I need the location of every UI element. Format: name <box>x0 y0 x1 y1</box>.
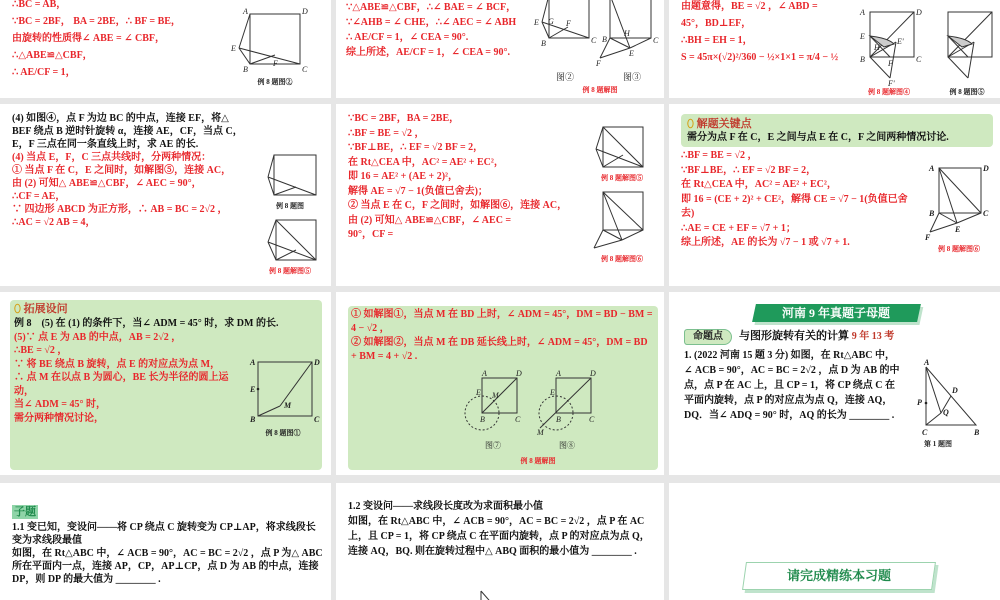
text-line: ∵BC = 2BF，BA = 2BE， <box>348 113 460 124</box>
text-line: ∴AE = CE + EF = √7 + 1； <box>681 222 796 234</box>
slide-1 <box>0 0 331 98</box>
slide-12 <box>669 483 1000 600</box>
slide-5 <box>336 104 664 286</box>
slide-8 <box>336 292 664 475</box>
text-line: ∴ 点 M 在以点 B 为圆心，BE 长为半径的圆上运动， <box>14 372 229 397</box>
svg-text:E: E <box>955 225 961 234</box>
svg-text:G: G <box>548 17 554 26</box>
text-line: 由 (2) 可知△ ABE≌△CBF，∠ AEC = <box>348 214 512 226</box>
svg-text:D: D <box>516 369 522 378</box>
extension-box <box>10 300 322 470</box>
text-line: ∴BE = √2 ， <box>14 345 68 356</box>
question-text: 例 8 (5) 在 (1) 的条件下，当∠ ADM = 45° 时，求 DM 的长. <box>14 318 279 329</box>
text-line: 即 16 = (CE + 2)² + CE²，解得 CE = √7 − 1(负值已舍去) <box>681 193 908 219</box>
text-line: ∴AC = √2 AB = 4， <box>12 217 96 228</box>
svg-text:F: F <box>888 59 893 68</box>
text-line: 如图，在 Rt△ABC 中，∠ ACB = 90°，AC = BC = 2√2 ，点 P 在 AC 上，且 CP = 1，将 CP 绕点 C 在平面内旋转，点 P 的对应点为点 Q，连接 AQ，BQ. 则在旋转过程中△ ABQ 面积的最小值为 ________ . <box>348 516 650 557</box>
svg-text:H: H <box>874 43 880 52</box>
svg-text:D: D <box>302 7 308 16</box>
square-figure <box>231 7 315 78</box>
svg-text:B: B <box>974 428 980 437</box>
slide-6 <box>669 104 1000 286</box>
solution-text <box>681 114 993 254</box>
solution-text <box>12 0 227 81</box>
section-banner: 河南 9 年真题子母题 <box>752 304 921 322</box>
topic-heading: 与图形旋转有关的计算 9 年 13 考 <box>739 330 895 342</box>
svg-text:F: F <box>273 59 278 68</box>
figure-5 <box>944 12 994 77</box>
practice-button[interactable]: 请完成精练本习题 <box>742 562 936 590</box>
figure-caption: 例 8 题图② <box>257 78 293 86</box>
figure-4 <box>860 8 922 88</box>
svg-text:H: H <box>624 29 630 38</box>
text-line: 1.2 变设问——求线段长度改为求面积最小值 <box>348 501 543 512</box>
figure-7 <box>476 369 522 438</box>
square-figure <box>250 357 320 424</box>
tag-icon: ⬯ <box>14 303 24 315</box>
figure-solution-5 <box>598 127 648 169</box>
text-line: 1.1 变已知，变设问——将 CP 绕点 C 旋转变为 CP⊥AP，将求线段长变为求线段最值 <box>12 522 316 546</box>
text-line: 由旋转的性质得∠ ABE = ∠ CBF， <box>12 33 166 44</box>
text-line: 由题意得，BE = √2 ，∠ ABD = <box>681 1 818 12</box>
figure-caption-8: 图⑧ <box>559 441 575 450</box>
solution-text <box>346 0 526 60</box>
figure-caption: 例 8 题解图⑤ <box>269 267 311 275</box>
figure-2 <box>536 0 596 50</box>
svg-text:E: E <box>629 49 634 58</box>
svg-text:E: E <box>534 18 539 27</box>
question-text <box>348 499 656 559</box>
figure-caption: 例 8 题解图⑥ <box>601 255 643 263</box>
text-line: ∵ 将 BE 绕点 B 旋转，点 E 的对应点为点 M， <box>14 358 221 370</box>
figure-caption-4: 例 8 题解图④ <box>868 88 910 96</box>
text-line: ∵△ABE≌△CBF，∴∠ BAE = ∠ BCF， <box>346 2 517 13</box>
text-line: ∴BF = BE = √2 ， <box>681 150 758 161</box>
slide-10 <box>0 483 331 600</box>
svg-text:A: A <box>482 369 487 378</box>
svg-text:D: D <box>590 369 596 378</box>
text-line: 90°，CF = <box>348 229 394 240</box>
text-line: 1. (2022 河南 15 题 3 分) 如图，在 Rt△ABC 中，∠ ACB = 90°，AC = BC = 2√2 ，点 D 为 AB 的中点，点 P 在 AC 上，且 CP = 1，将 CP 绕点 C 在平面内旋转，点 P 的对应点为点 Q，连接 AQ，DQ．当∠ ADQ = 90° 时，AQ 的长为 ________ . <box>684 350 900 421</box>
figure-column <box>248 146 324 276</box>
text-line: ① 如解图①，当点 M 在 BD 上时，∠ ADM = 45°，DM = BD − BM = 4 − √2 ， <box>351 309 653 334</box>
svg-text:C: C <box>653 36 659 45</box>
text-line: S = 45π×(√2)²/360 − ½×1×1 = π/4 − ½ <box>681 52 839 63</box>
text-line: ∴△ABE≌△CBF， <box>12 50 93 61</box>
slide-9 <box>669 292 1000 475</box>
key-point-title: 解题关键点 <box>696 118 752 130</box>
figure-caption: 第 1 题图 <box>924 440 952 448</box>
tag-icon: ⬯ <box>687 118 697 130</box>
svg-text:A: A <box>860 8 865 17</box>
figure-caption: 例 8 题解图 <box>582 86 618 94</box>
svg-text:M: M <box>492 391 499 400</box>
exam-count: 9 年 13 考 <box>851 331 895 342</box>
figure-question <box>266 155 321 197</box>
svg-text:C: C <box>916 55 922 64</box>
figure-3 <box>596 0 664 70</box>
svg-text:F: F <box>566 19 571 28</box>
svg-text:B: B <box>556 415 561 424</box>
svg-text:C: C <box>983 209 989 218</box>
text-line: 综上所述，AE/CF = 1，∠ CEA = 90°. <box>346 47 510 58</box>
solution-text <box>681 0 851 66</box>
text-line: ② 如解图②，当点 M 在 DB 延长线上时，∠ ADM = 45°，DM = BD + BM = 4 + √2 . <box>351 337 648 362</box>
svg-text:C: C <box>515 415 521 424</box>
svg-text:E: E <box>860 32 865 41</box>
svg-text:E: E <box>550 388 555 397</box>
slide-11 <box>336 483 664 600</box>
text-line: 在 Rt△CEA 中，AC² = AE² + EC²， <box>348 156 504 168</box>
figure-column <box>906 358 994 449</box>
figure-caption: 例 8 题解图⑤ <box>601 174 643 182</box>
svg-text:C: C <box>591 36 597 45</box>
text-line: 需分两种情况讨论， <box>14 412 104 424</box>
svg-text:D: D <box>952 386 958 395</box>
figure-caption-5: 例 8 题图⑤ <box>949 88 985 96</box>
figure-caption: 例 8 题图 <box>276 202 304 210</box>
svg-text:A: A <box>250 357 256 367</box>
question-and-solution <box>12 112 324 276</box>
svg-text:B: B <box>860 55 865 64</box>
figure-caption: 例 8 题图① <box>265 428 301 437</box>
svg-text:B: B <box>250 414 256 424</box>
text-line: 如图，在 Rt△ABC 中，∠ ACB = 90°，AC = BC = 2√2 ，点 P 为△ ABC 所在平面内一点，连接 AP，CP，AP⊥CP，点 D 为 AB 的中点，连接 DP，则 DP 的最大值为 ________ . <box>12 548 323 585</box>
figure-caption: 例 8 题解图⑥ <box>938 245 980 253</box>
text-line: 解得 AE = √7 − 1(负值已舍去)； <box>348 185 488 197</box>
svg-text:D: D <box>916 8 922 17</box>
text-line: 由 (2) 可知△ ABE≌△CBF，∠ AEC = 90°， <box>12 178 202 189</box>
figure-caption-3: 图③ <box>622 72 641 82</box>
text-line: ∴BC = AB， <box>12 0 67 10</box>
key-point-box <box>681 114 993 147</box>
svg-text:C: C <box>589 415 595 424</box>
text-line: ∵BC = 2BF， BA = 2BE，∴ BF = BE， <box>12 16 181 27</box>
text-line: ∵ 四边形 ABCD 为正方形，∴ AB = BC = 2√2 ， <box>12 204 228 215</box>
sub-question-tag: 子题 <box>14 506 36 518</box>
triangle-figure <box>917 358 984 437</box>
figure-caption-7: 图⑦ <box>485 441 501 450</box>
svg-text:E: E <box>231 44 236 53</box>
svg-text:E': E' <box>897 37 904 46</box>
svg-text:E: E <box>476 388 481 397</box>
text-line: 45°，BD⊥EF， <box>681 18 752 29</box>
slide-3 <box>669 0 1000 98</box>
svg-text:B: B <box>541 39 546 48</box>
svg-text:E: E <box>250 384 256 394</box>
figure-column <box>240 353 318 438</box>
text-line: ∴CF = AE， <box>12 191 66 202</box>
solution-text <box>351 308 655 364</box>
text-line: (5)∵ 点 E 为 AB 的中点，AB = 2√2 ， <box>14 331 182 343</box>
text-line: ∵∠AHB = ∠ CHE，∴∠ AEC = ∠ ABH <box>346 17 517 28</box>
slide-7 <box>0 292 331 475</box>
svg-text:B: B <box>602 35 607 44</box>
svg-text:D: D <box>314 357 320 367</box>
question-text <box>12 521 324 586</box>
text-line: ∴BF = BE = √2 ， <box>348 127 425 139</box>
extension-title: 拓展设问 <box>23 303 68 315</box>
figure-caption-2: 图② <box>555 72 574 82</box>
text-line: 当∠ ADM = 45° 时， <box>14 399 106 410</box>
solution-text <box>14 302 318 438</box>
text-line: (4) 当点 E，F，C 三点共线时，分两种情况： <box>12 152 212 163</box>
text-line: ② 当点 E 在 C，F 之间时，如解图⑥，连接 AC， <box>348 200 568 211</box>
svg-text:B: B <box>480 415 485 424</box>
svg-text:F: F <box>596 59 601 68</box>
svg-text:D: D <box>983 164 989 173</box>
svg-text:P: P <box>917 398 922 407</box>
text-line: ∴BH = EH = 1， <box>681 35 753 46</box>
svg-text:C: C <box>302 65 308 74</box>
text-line: ∴ AE/CF = 1，∠ CEA = 90°. <box>346 32 469 43</box>
svg-text:C: C <box>314 414 320 424</box>
figure-caption: 例 8 题解图 <box>520 457 556 465</box>
figure-8 <box>537 369 596 438</box>
figure-column <box>917 159 993 254</box>
figure-solution-6 <box>925 164 989 242</box>
svg-text:Q: Q <box>943 408 949 417</box>
text-line: ∵BF⊥BE，∴ EF = √2 BF = 2， <box>681 164 817 176</box>
svg-text:B: B <box>929 209 935 218</box>
text-line: ① 当点 F 在 C，E 之间时，如解图⑤，连接 AC， <box>12 165 232 176</box>
svg-text:M: M <box>537 428 544 437</box>
svg-text:B: B <box>243 65 248 74</box>
text-line: 在 Rt△CEA 中，AC² = AE² + EC²， <box>681 179 837 190</box>
svg-text:A: A <box>556 369 561 378</box>
svg-text:A: A <box>929 164 935 173</box>
text-line: ∵BF⊥BE，∴ EF = √2 BF = 2， <box>348 142 484 153</box>
svg-text:M: M <box>284 400 292 410</box>
text-line: 即 16 = AE² + (AE + 2)²， <box>348 171 459 182</box>
figure-solution-6 <box>598 192 648 250</box>
solution-text <box>348 112 656 264</box>
svg-text:F': F' <box>888 79 895 88</box>
triangle-figure <box>481 591 511 600</box>
slide-2 <box>336 0 664 98</box>
topic-tag: 命题点 <box>684 329 732 345</box>
text-line: ∴ AE/CF = 1， <box>12 67 76 78</box>
solution-box <box>348 306 658 470</box>
text-line: (4) 如图④，点 F 为边 BC 的中点，连接 EF，将△ BEF 绕点 B 逆时针旋转 α，连接 AE，CF，当点 C，E，F 三点在同一条直线上时，求 AE 的长. <box>12 113 243 150</box>
svg-text:F: F <box>925 233 931 242</box>
svg-text:A: A <box>243 7 248 16</box>
figure-column <box>580 118 656 264</box>
svg-text:C: C <box>922 428 928 437</box>
text-line: 综上所述，AE 的长为 √7 − 1 或 √7 + 1. <box>681 237 850 248</box>
key-point-text: 需分为点 F 在 C，E 之间与点 E 在 C，F 之间两种情况讨论. <box>687 132 949 143</box>
slide-4 <box>0 104 331 286</box>
svg-text:A: A <box>924 358 930 367</box>
question-text <box>684 348 994 449</box>
figure-solution-5 <box>266 220 321 262</box>
